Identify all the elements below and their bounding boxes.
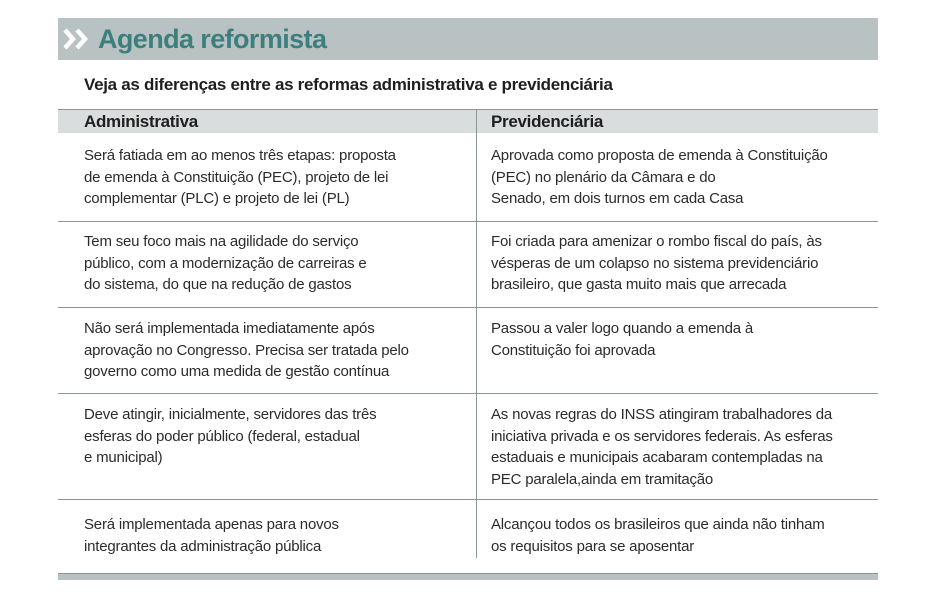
table-cell-previdenciaria	[491, 145, 866, 210]
cell-line: Não será implementada imediatamente após	[84, 320, 375, 337]
cell-line: esferas do poder público (federal, estadual	[84, 427, 360, 445]
cell-line: Passou a valer logo quando a emenda à	[491, 320, 753, 337]
cell-line: complementar (PLC) e projeto de lei (PL)	[84, 190, 350, 207]
cell-line: e municipal)	[84, 449, 163, 466]
cell-line: Será implementada apenas para novos	[84, 516, 339, 533]
row-separator	[58, 307, 878, 308]
cell-line: As novas regras do INSS atingiram trabalhadores da	[491, 406, 833, 423]
double-chevron-right-icon	[62, 27, 92, 51]
cell-line: Deve atingir, inicialmente, servidores das três	[84, 406, 377, 423]
table-cell-previdenciaria	[491, 318, 866, 361]
table-cell-administrativa	[84, 404, 464, 469]
table-cell-administrativa	[84, 318, 464, 383]
table-cell-previdenciaria	[491, 404, 866, 490]
table-cell-previdenciaria	[491, 514, 866, 557]
cell-line: Aprovada como proposta de emenda à Constituição	[491, 147, 828, 164]
column-divider	[476, 110, 477, 558]
cell-line: os requisitos para se aposentar	[491, 537, 695, 555]
cell-line: Senado, em dois turnos em cada Casa	[491, 190, 744, 207]
row-separator	[58, 499, 878, 500]
cell-line: integrantes da administração pública	[84, 537, 322, 555]
page-title: Agenda reformista	[98, 24, 327, 54]
cell-line: (PEC) no plenário da Câmara e do	[491, 168, 716, 186]
row-separator	[58, 393, 878, 394]
cell-line: brasileiro, que gasta muito mais que arrecada	[491, 276, 787, 293]
cell-line: Tem seu foco mais na agilidade do serviço	[84, 233, 359, 250]
cell-line: Constituição foi aprovada	[491, 341, 656, 359]
bottom-band	[58, 574, 878, 580]
cell-line: PEC paralela,ainda em tramitação	[491, 470, 714, 488]
cell-line: Será fatiada em ao menos três etapas: proposta	[84, 147, 396, 164]
cell-line: vésperas de um colapso no sistema previdenciário	[491, 254, 819, 272]
table-cell-administrativa	[84, 145, 464, 210]
table-cell-previdenciaria	[491, 231, 866, 296]
page-subtitle: Veja as diferenças entre as reformas administrativa e previdenciária	[84, 75, 613, 94]
cell-line: de emenda à Constituição (PEC), projeto de lei	[84, 168, 389, 186]
table-cell-administrativa	[84, 231, 464, 296]
title-banner	[58, 18, 878, 60]
column-header-previdenciaria: Previdenciária	[491, 112, 604, 131]
cell-line: aprovação no Congresso. Precisa ser tratada pelo	[84, 341, 409, 359]
cell-line: do sistema, do que na redução de gastos	[84, 276, 352, 293]
row-separator	[58, 221, 878, 222]
cell-line: Alcançou todos os brasileiros que ainda não tinham	[491, 516, 825, 533]
column-header-administrativa: Administrativa	[84, 112, 198, 131]
cell-line: governo como uma medida de gestão contínua	[84, 363, 390, 380]
cell-line: estaduais e municipais acabaram contempladas na	[491, 449, 823, 466]
table-cell-administrativa	[84, 514, 464, 557]
cell-line: iniciativa privada e os servidores federais. As esferas	[491, 427, 833, 445]
cell-line: público, com a modernização de carreiras e	[84, 254, 367, 272]
cell-line: Foi criada para amenizar o rombo fiscal do país, às	[491, 233, 822, 250]
